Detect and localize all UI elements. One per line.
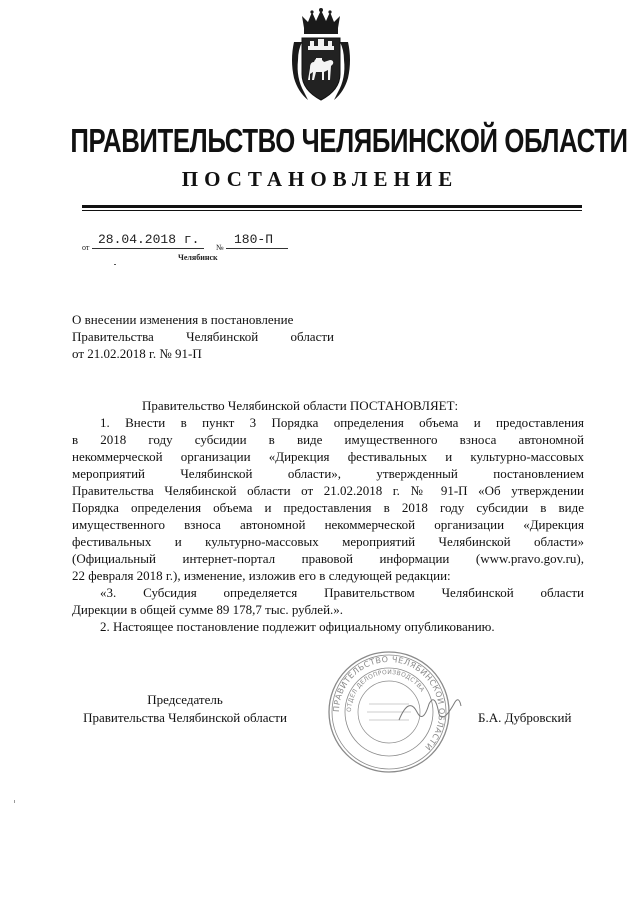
decree-body — [72, 397, 584, 635]
body-line: (Официальный интернет-портал правовой информации (www.pravo.gov.ru), — [72, 551, 584, 566]
body-line: имущественного взноса автономной некоммерческой организации «Дирекция — [72, 517, 584, 532]
handwritten-signature — [395, 690, 465, 730]
header-rule-thin — [82, 210, 582, 211]
seal-inner-text: ОТДЕЛ ДЕЛОПРОИЗВОДСТВА — [345, 668, 426, 713]
header-rule-thick — [82, 205, 582, 208]
body-line: некоммерческой организации «Дирекция фестивальных и культурно-массовых — [72, 449, 584, 464]
body-line: Правительства Челябинской области от 21.02.2018 г. № 91-П «Об утверждении — [72, 483, 584, 498]
body-line: Порядка определения объема и предоставления в 2018 году субсидии в виде — [72, 500, 584, 515]
decree-number: 180-П — [234, 232, 274, 247]
body-line: фестивальных и культурно-массовых мероприятий Челябинской области» — [72, 534, 584, 549]
subject-line: Правительства Челябинской области — [72, 329, 334, 344]
number-underline — [226, 248, 288, 249]
body-line: 2. Настоящее постановление подлежит официальному опубликованию. — [100, 619, 495, 634]
subject-line: О внесении изменения в постановление — [72, 312, 294, 327]
body-line: «3. Субсидия определяется Правительством Челябинской области — [100, 585, 584, 600]
number-label: № — [216, 243, 224, 252]
decree-subject — [72, 311, 334, 362]
position-line: Председатель — [147, 692, 223, 707]
body-line: Правительство Челябинской области ПОСТАНОВЛЯЕТ: — [142, 398, 459, 413]
document-type-title: ПОСТАНОВЛЕНИЕ — [181, 167, 459, 191]
decree-date: 28.04.2018 г. — [98, 232, 200, 247]
city-name: Челябинск — [178, 253, 218, 262]
coat-of-arms-icon — [288, 8, 354, 106]
scan-speck — [114, 264, 116, 265]
body-line: Дирекции в общей сумме 89 178,7 тыс. рублей.». — [72, 602, 344, 617]
date-underline — [92, 248, 204, 249]
signer-name: Б.А. Дубровский — [478, 710, 572, 725]
body-line: в 2018 году субсидии в виде имущественного взноса автономной — [72, 432, 584, 447]
body-line: 1. Внести в пункт 3 Порядка определения объема и предоставления — [100, 415, 584, 430]
subject-line: от 21.02.2018 г. № 91-П — [72, 346, 202, 361]
body-line: мероприятий Челябинской области», утвержденный постановлением — [72, 466, 584, 481]
signatory-position — [70, 691, 300, 727]
body-line: 22 февраля 2018 г.), изменение, изложив его в следующей редакции: — [72, 568, 451, 583]
government-title: ПРАВИТЕЛЬСТВО ЧЕЛЯБИНСКОЙ ОБЛАСТИ — [70, 122, 628, 159]
date-label: от — [82, 243, 90, 252]
position-line: Правительства Челябинской области — [83, 710, 287, 725]
seal-outer-text: ПРАВИТЕЛЬСТВО ЧЕЛЯБИНСКОЙ ОБЛАСТИ — [331, 654, 447, 753]
margin-mark — [14, 800, 15, 803]
